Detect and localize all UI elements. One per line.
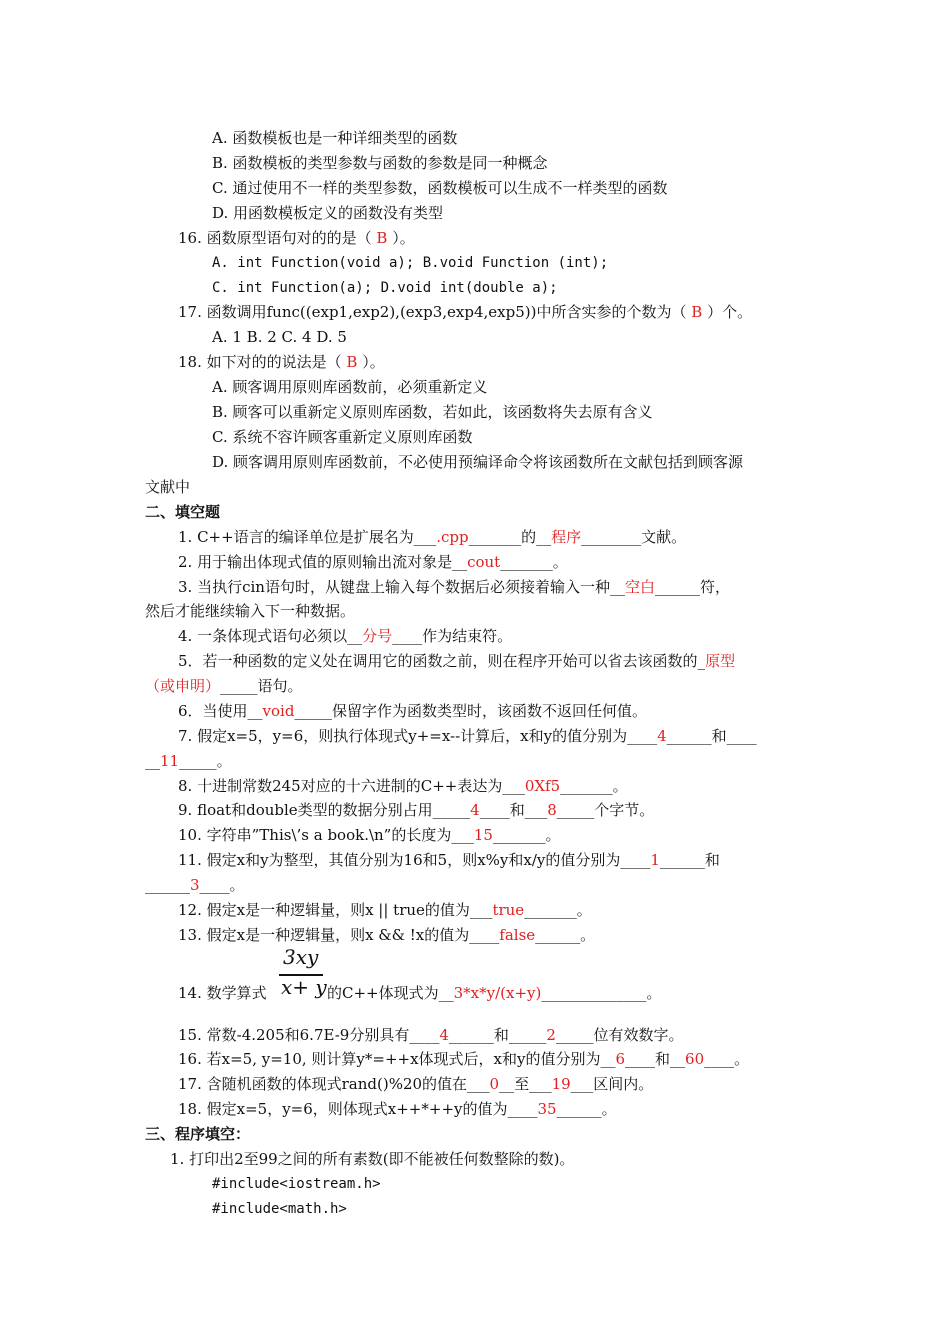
line-text: 三、程序填空： <box>145 1125 251 1143</box>
answer-text: B <box>376 229 388 247</box>
question-text <box>178 1099 617 1119</box>
answer-text: void <box>262 702 295 720</box>
section-heading <box>145 502 220 522</box>
answer-text: 8 <box>547 801 557 819</box>
line-text: A. 顾客调用原则库函数前，必须重新定义 <box>212 378 488 396</box>
answer-text: 3 <box>190 876 200 894</box>
line-text: _____位有效数字。 <box>555 1026 684 1044</box>
answer-text: cout <box>467 553 501 571</box>
question-text <box>178 825 560 845</box>
line-text: 12. 假定x是一种逻辑量，则x || true的值为___ <box>178 901 493 919</box>
line-text: _______的__ <box>468 528 552 546</box>
line-text: _____语句。 <box>220 677 303 695</box>
answer-text: 空白 <box>624 578 655 596</box>
line-text: 2. 用于输出体现式值的原则输出流对象是__ <box>178 553 468 571</box>
option-text <box>212 278 558 298</box>
answer-text: 19 <box>551 1075 571 1093</box>
formula-denominator: x+ y <box>281 975 327 999</box>
line-text: 6．当使用__ <box>178 702 263 720</box>
answer-text: 15 <box>473 826 493 844</box>
answer-text: 4 <box>439 1026 449 1044</box>
line-text: #include<iostream.h> <box>212 1176 381 1192</box>
line-text: C. int Function(a); D.void int(double a); <box>212 280 558 296</box>
option-text <box>212 178 667 198</box>
question-text <box>178 527 686 547</box>
line-text: 16. 若x=5, y=10, 则计算y*=++x体现式后，x和y的值分别为__ <box>178 1050 616 1068</box>
line-text: D. 用函数模板定义的函数没有类型 <box>212 204 444 222</box>
question-text <box>178 726 757 746</box>
question-text <box>178 800 654 820</box>
option-text <box>212 427 472 447</box>
line-text: A. int Function(void a); B.void Function (int); <box>212 255 609 271</box>
line-text: __ <box>145 752 160 770</box>
line-text: _______。 <box>500 553 568 571</box>
question-text <box>178 850 720 870</box>
line-text: _______。 <box>492 826 561 844</box>
line-text: 16. 函数原型语句对的的是（ <box>178 229 377 247</box>
line-text: D. 顾客调用原则库函数前，不必使用预编译命令将该函数所在文献包括到顾客源 <box>212 453 744 471</box>
question-text <box>178 651 735 671</box>
line-text: #include<math.h> <box>212 1201 347 1217</box>
answer-text: 4 <box>657 727 667 745</box>
line-text: ____。 <box>704 1050 750 1068</box>
question-text <box>178 228 415 248</box>
line-text: 18. 假定x=5，y=6，则体现式x++*++y的值为____ <box>178 1100 538 1118</box>
option-text <box>212 452 743 472</box>
answer-text: 原型 <box>705 652 736 670</box>
question-text <box>178 983 267 1003</box>
line-text: ______。 <box>535 926 596 944</box>
question-text <box>178 302 752 322</box>
option-text <box>212 377 487 397</box>
question-text <box>178 552 568 572</box>
line-text: 17. 含随机函数的体现式rand()%20的值在___ <box>178 1075 490 1093</box>
question-text <box>145 676 303 696</box>
answer-text: 程序 <box>551 528 582 546</box>
line-text: ______和_____ <box>448 1026 547 1044</box>
answer-text: （或 <box>145 677 176 695</box>
answer-text: 0 <box>489 1075 500 1093</box>
line-text: ____作为结束符。 <box>392 627 513 645</box>
question-text <box>178 352 385 372</box>
line-text: ____和___ <box>479 801 548 819</box>
line-text: _______。 <box>524 901 592 919</box>
question-text <box>178 900 592 920</box>
line-text: 然后才能继续输入下一种数据。 <box>145 602 356 620</box>
line-text: A. 1 B. 2 C. 4 D. 5 <box>212 328 347 346</box>
answer-text: .cpp <box>436 528 469 546</box>
line-text: B. 函数模板的类型参数与函数的参数是同一种概念 <box>212 154 548 172</box>
line-text: __至___ <box>499 1075 552 1093</box>
line-text: ______和 <box>659 851 720 869</box>
line-text: B. 顾客可以重新定义原则库函数，若如此，该函数将失去原有含义 <box>212 403 653 421</box>
question-text <box>178 1074 653 1094</box>
line-text: 10. 字符串”This\’s a book.\n”的长度为___ <box>178 826 474 844</box>
question-text <box>178 925 595 945</box>
line-text: 17. 函数调用func((exp1,exp2),(exp3,exp4,exp5))中所含实参的个数为（ <box>178 303 692 321</box>
answer-text: true <box>492 901 525 919</box>
line-text: 14. 数学算式 <box>178 984 267 1002</box>
option-text <box>145 477 190 497</box>
line-text: ______ <box>145 876 190 894</box>
line-text: ）。 <box>357 353 385 371</box>
section-heading <box>145 1124 250 1144</box>
line-text: _____个字节。 <box>556 801 655 819</box>
answer-text: 11 <box>160 752 180 770</box>
question-text <box>178 626 512 646</box>
line-text: ______和____ <box>666 727 757 745</box>
line-text: 8. 十进制常数245对应的十六进制的C++表达为___ <box>178 777 525 795</box>
line-text: 文献中 <box>145 478 191 496</box>
line-text: 11. 假定x和y为整型，其值分别为16和5，则x%y和x/y的值分别为____ <box>178 851 651 869</box>
question-text <box>145 875 245 895</box>
line-text: 7. 假定x=5，y=6，则执行体现式y+=x--计算后，x和y的值分别为____ <box>178 727 658 745</box>
answer-text: 6 <box>615 1050 626 1068</box>
question-text <box>170 1149 574 1169</box>
answer-text: 申明） <box>175 677 221 695</box>
option-text <box>212 253 608 273</box>
answer-text: false <box>499 926 536 944</box>
answer-text: 3*x*y/(x+y) <box>453 984 542 1002</box>
line-text: ______符， <box>654 578 730 596</box>
answer-text: 0Xf5 <box>524 777 561 795</box>
line-text: ______________。 <box>541 984 662 1002</box>
code-line <box>212 1174 381 1194</box>
line-text: 4. 一条体现式语句必须以__ <box>178 627 363 645</box>
line-text: 二、填空题 <box>145 503 221 521</box>
line-text: 3. 当执行cin语句时，从键盘上输入每个数据后必须接着输入一种__ <box>178 578 625 596</box>
option-text <box>212 128 457 148</box>
question-text <box>327 983 661 1003</box>
line-text: 18. 如下对的的说法是（ <box>178 353 347 371</box>
answer-text: 35 <box>537 1100 557 1118</box>
line-text: C. 通过使用不一样的类型参数，函数模板可以生成不一样类型的函数 <box>212 179 668 197</box>
answer-text: 1 <box>650 851 660 869</box>
line-text: ____和__ <box>625 1050 686 1068</box>
question-text <box>178 1025 683 1045</box>
line-text: 15. 常数-4.205和6.7E-9分别具有____ <box>178 1026 440 1044</box>
line-text: 5．若一种函数的定义处在调用它的函数之前，则在程序开始可以省去该函数的_ <box>178 652 706 670</box>
option-text <box>212 153 548 173</box>
line-text: C. 系统不容许顾客重新定义原则库函数 <box>212 428 473 446</box>
answer-text: 60 <box>685 1050 705 1068</box>
line-text: 的C++体现式为__ <box>327 984 454 1002</box>
line-text: ________文献。 <box>581 528 687 546</box>
question-text <box>178 1049 749 1069</box>
line-text: 13. 假定x是一种逻辑量，则x && !x的值为____ <box>178 926 500 944</box>
answer-text: 分号 <box>362 627 393 645</box>
answer-text: 4 <box>470 801 480 819</box>
line-text: _______。 <box>560 777 628 795</box>
line-text: ______。 <box>556 1100 617 1118</box>
question-text <box>178 701 647 721</box>
option-text <box>212 402 653 422</box>
answer-text: B <box>691 303 703 321</box>
answer-text: B <box>346 353 358 371</box>
question-text <box>178 776 628 796</box>
code-line <box>212 1199 347 1219</box>
line-text: 9. float和double类型的数据分别占用_____ <box>178 801 471 819</box>
line-text: ）。 <box>387 229 415 247</box>
option-text <box>212 203 443 223</box>
line-text: _____保留字作为函数类型时，该函数不返回任何值。 <box>294 702 647 720</box>
line-text: A. 函数模板也是一种详细类型的函数 <box>212 129 458 147</box>
line-text: ____。 <box>199 876 245 894</box>
answer-text: 2 <box>546 1026 556 1044</box>
line-text: ___区间内。 <box>570 1075 654 1093</box>
question-text <box>145 601 355 621</box>
line-text: ）个。 <box>702 303 753 321</box>
line-text: 1. 打印出2至99之间的所有素数(即不能被任何数整除的数)。 <box>170 1150 575 1168</box>
formula-numerator: 3xy <box>283 945 319 969</box>
line-text: 1. C++语言的编译单位是扩展名为___ <box>178 528 437 546</box>
option-text <box>212 327 347 347</box>
question-text <box>178 577 730 597</box>
line-text: _____。 <box>179 752 232 770</box>
question-text <box>145 751 232 771</box>
